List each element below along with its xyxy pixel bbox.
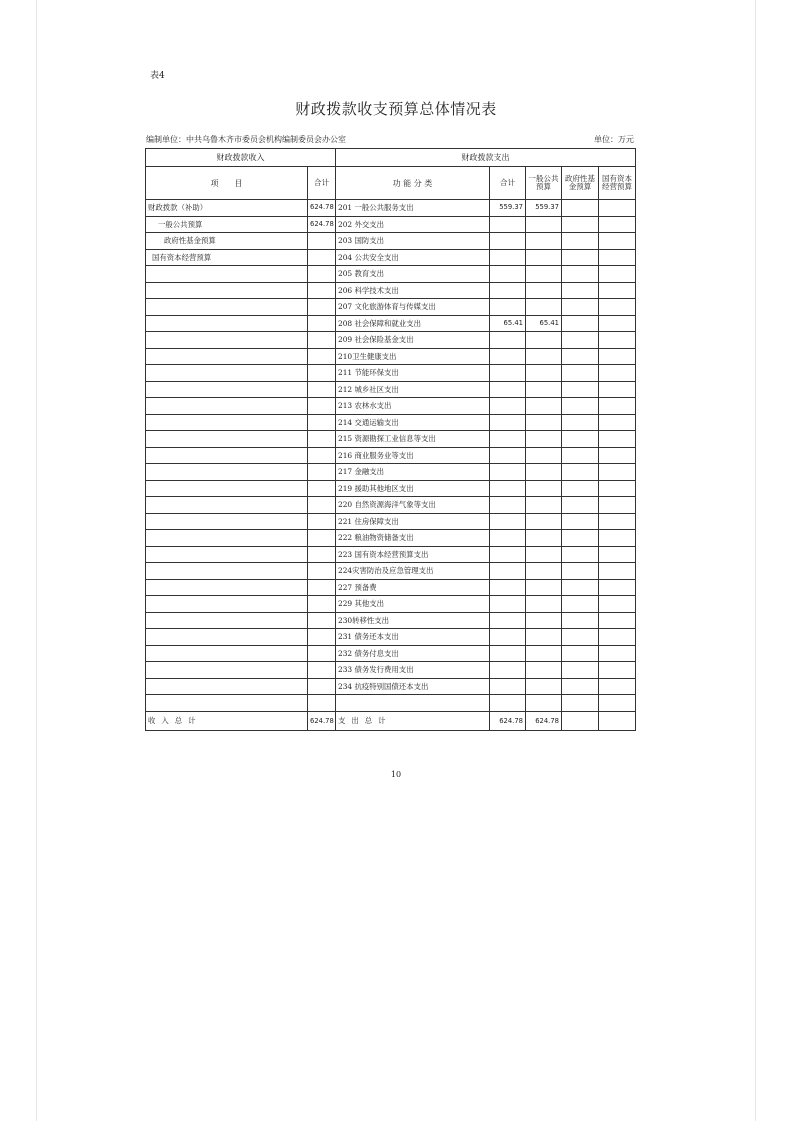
expense-category: 209 社会保险基金支出 [336,332,490,349]
table-row [146,530,636,547]
expense-state-capital [599,678,636,695]
expense-total [490,233,526,250]
table-row [146,563,636,580]
expense-state-capital [599,266,636,283]
expense-category: 203 国防支出 [336,233,490,250]
expense-gov-fund [562,266,599,283]
expense-category: 221 住房保障支出 [336,513,490,530]
income-total: 624.78 [308,216,336,233]
expense-general-budget [526,365,562,382]
expense-state-capital [599,398,636,415]
expense-total [490,678,526,695]
item-column-header: 项 目 [146,167,308,200]
expense-category: 234 抗疫特别国债还本支出 [336,678,490,695]
expense-total [490,332,526,349]
expense-state-capital [599,249,636,266]
expense-gov-fund [562,431,599,448]
income-item [146,480,308,497]
expense-gov-fund [562,200,599,217]
expense-general-budget [526,282,562,299]
expense-state-capital [599,381,636,398]
expense-grand-total: 624.78 [490,711,526,730]
expense-general-budget [526,381,562,398]
expense-gov-fund [562,464,599,481]
table-row [146,645,636,662]
table-row [146,579,636,596]
expense-gov-fund [562,497,599,514]
expense-total [490,563,526,580]
table-row [146,216,636,233]
compiler-unit: 编制单位：中共乌鲁木齐市委员会机构编制委员会办公室 [146,135,346,144]
income-item [146,546,308,563]
expense-general-budget [526,662,562,679]
header-row-columns [146,167,636,200]
income-item: 一般公共预算 [146,216,308,233]
income-total [308,530,336,547]
income-total [308,678,336,695]
expense-gov-fund [562,299,599,316]
expense-state-capital [599,233,636,250]
page-number: 10 [390,770,402,779]
expense-gov-fund [562,530,599,547]
income-item: 政府性基金预算 [146,233,308,250]
expense-state-capital [599,695,636,712]
expense-category: 233 债务发行费用支出 [336,662,490,679]
income-item [146,282,308,299]
expense-gov-fund [562,546,599,563]
expense-gov-fund-total [562,711,599,730]
expense-category: 223 国有资本经营预算支出 [336,546,490,563]
header-row-top [146,149,636,167]
expense-total [490,431,526,448]
expense-total [490,645,526,662]
expense-category: 206 科学技术支出 [336,282,490,299]
expense-state-capital [599,431,636,448]
table-row [146,431,636,448]
expense-total [490,266,526,283]
income-item [146,299,308,316]
income-total [308,612,336,629]
expense-general-budget [526,431,562,448]
page-title: 财政拨款收支预算总体情况表 [295,100,497,118]
expense-total [490,216,526,233]
expense-category: 210卫生健康支出 [336,348,490,365]
table-row [146,546,636,563]
expense-category: 224灾害防治及应急管理支出 [336,563,490,580]
expense-general-budget [526,480,562,497]
expense-general-budget [526,348,562,365]
expense-category: 217 金融支出 [336,464,490,481]
total-row [146,711,636,730]
income-total-column-header: 合计 [308,167,336,200]
expense-state-capital [599,315,636,332]
expense-state-capital [599,282,636,299]
expense-category: 216 商业服务业等支出 [336,447,490,464]
expense-category [336,695,490,712]
income-item [146,579,308,596]
expense-total [490,480,526,497]
income-total [308,546,336,563]
expense-gov-fund [562,447,599,464]
expense-gov-fund [562,563,599,580]
table-row [146,266,636,283]
expense-general-budget [526,332,562,349]
income-total [308,563,336,580]
expense-total [490,530,526,547]
expense-general-budget [526,497,562,514]
expense-general-budget [526,612,562,629]
expense-gov-fund [562,315,599,332]
table-row [146,332,636,349]
expense-total [490,579,526,596]
income-total [308,480,336,497]
expense-general-budget [526,629,562,646]
expense-general-grand-total: 624.78 [526,711,562,730]
expense-category: 213 农林水支出 [336,398,490,415]
expense-category: 227 预备费 [336,579,490,596]
income-item [146,447,308,464]
table-row [146,464,636,481]
income-item [146,348,308,365]
expense-category: 212 城乡社区支出 [336,381,490,398]
budget-table [145,148,636,731]
table-row [146,200,636,217]
expense-category: 220 自然资源海洋气象等支出 [336,497,490,514]
expense-total [490,513,526,530]
table-row [146,315,636,332]
expense-gov-fund [562,332,599,349]
expense-gov-fund [562,381,599,398]
income-total [308,513,336,530]
expense-general-budget [526,398,562,415]
expense-state-capital [599,662,636,679]
income-total [308,497,336,514]
table-row [146,612,636,629]
income-header: 财政拨款收入 [146,149,336,167]
income-total: 624.78 [308,200,336,217]
category-column-header: 功 能 分 类 [336,167,490,200]
income-item [146,332,308,349]
expense-state-capital-total [599,711,636,730]
income-item [146,629,308,646]
expense-state-capital [599,513,636,530]
table-row [146,398,636,415]
gov-fund-column-header: 政府性基金预算 [562,167,599,200]
expense-gov-fund [562,348,599,365]
income-total [308,629,336,646]
expense-state-capital [599,464,636,481]
table-row [146,513,636,530]
table-row [146,447,636,464]
expense-state-capital [599,579,636,596]
income-total [308,596,336,613]
expense-gov-fund [562,414,599,431]
income-item [146,513,308,530]
expense-total [490,596,526,613]
income-total [308,249,336,266]
table-row [146,695,636,712]
state-capital-column-header: 国有资本经营预算 [599,167,636,200]
expense-category: 230转移性支出 [336,612,490,629]
table-row [146,282,636,299]
expense-gov-fund [562,629,599,646]
income-item [146,678,308,695]
expense-state-capital [599,612,636,629]
table-row [146,629,636,646]
expense-category: 208 社会保障和就业支出 [336,315,490,332]
income-total [308,645,336,662]
expense-general-budget [526,233,562,250]
expense-state-capital [599,497,636,514]
income-total-label: 收入总计 [146,711,308,730]
table-row [146,596,636,613]
expense-total [490,381,526,398]
expense-total [490,249,526,266]
income-item [146,381,308,398]
table-number: 表4 [150,71,165,81]
expense-total [490,365,526,382]
expense-total [490,629,526,646]
expense-total [490,695,526,712]
income-item [146,497,308,514]
income-total [308,414,336,431]
expense-category: 215 资源勘探工业信息等支出 [336,431,490,448]
table-row [146,497,636,514]
income-total [308,348,336,365]
expense-gov-fund [562,662,599,679]
expense-gov-fund [562,695,599,712]
expense-general-budget [526,464,562,481]
income-total [308,464,336,481]
income-item [146,398,308,415]
expense-total [490,398,526,415]
expense-gov-fund [562,678,599,695]
expense-general-budget: 559.37 [526,200,562,217]
income-total [308,398,336,415]
expense-state-capital [599,530,636,547]
expense-general-budget [526,695,562,712]
expense-category: 201 一般公共服务支出 [336,200,490,217]
table-row [146,299,636,316]
expense-total-column-header: 合计 [490,167,526,200]
expense-state-capital [599,645,636,662]
expense-general-budget [526,249,562,266]
income-item [146,645,308,662]
expense-state-capital [599,348,636,365]
table-row [146,662,636,679]
income-total [308,431,336,448]
income-total [308,332,336,349]
income-total [308,695,336,712]
expense-state-capital [599,299,636,316]
expense-state-capital [599,563,636,580]
expense-category: 232 债务付息支出 [336,645,490,662]
expense-state-capital [599,596,636,613]
expense-category: 202 外交支出 [336,216,490,233]
table-row [146,480,636,497]
income-total [308,447,336,464]
expense-general-budget: 65.41 [526,315,562,332]
expense-general-budget [526,414,562,431]
page-edge-right [755,0,756,1121]
expense-total [490,414,526,431]
expense-general-budget [526,645,562,662]
expense-total [490,662,526,679]
expense-gov-fund [562,596,599,613]
income-total [308,315,336,332]
income-total [308,662,336,679]
expense-total [490,546,526,563]
income-total [308,579,336,596]
income-item [146,662,308,679]
expense-category: 211 节能环保支出 [336,365,490,382]
expense-gov-fund [562,645,599,662]
expense-gov-fund [562,365,599,382]
income-total [308,233,336,250]
income-total [308,299,336,316]
income-item [146,431,308,448]
expense-state-capital [599,332,636,349]
expense-state-capital [599,365,636,382]
income-total [308,381,336,398]
expense-category: 214 交通运输支出 [336,414,490,431]
expense-general-budget [526,563,562,580]
income-item [146,695,308,712]
general-budget-column-header: 一般公共预算 [526,167,562,200]
table-row [146,678,636,695]
income-item [146,596,308,613]
expense-category: 229 其他支出 [336,596,490,613]
expense-gov-fund [562,579,599,596]
expense-gov-fund [562,233,599,250]
expense-total [490,282,526,299]
expense-total: 559.37 [490,200,526,217]
expense-general-budget [526,546,562,563]
expense-state-capital [599,216,636,233]
expense-state-capital [599,414,636,431]
expense-total [490,348,526,365]
income-total [308,282,336,299]
expense-category: 204 公共安全支出 [336,249,490,266]
expense-gov-fund [562,612,599,629]
income-item [146,365,308,382]
expense-gov-fund [562,513,599,530]
income-item [146,315,308,332]
income-total [308,365,336,382]
expense-total: 65.41 [490,315,526,332]
expense-general-budget [526,299,562,316]
expense-total [490,612,526,629]
income-item: 国有资本经营预算 [146,249,308,266]
expense-general-budget [526,266,562,283]
income-total [308,266,336,283]
expense-state-capital [599,546,636,563]
expense-general-budget [526,216,562,233]
expense-category: 231 债务还本支出 [336,629,490,646]
expense-total [490,447,526,464]
expense-gov-fund [562,282,599,299]
table-row [146,414,636,431]
currency-unit: 单位：万元 [594,135,634,144]
income-grand-total: 624.78 [308,711,336,730]
table-row [146,249,636,266]
table-row [146,233,636,250]
expense-state-capital [599,629,636,646]
income-item [146,414,308,431]
expense-gov-fund [562,398,599,415]
expense-gov-fund [562,249,599,266]
income-item [146,464,308,481]
expense-state-capital [599,200,636,217]
expense-general-budget [526,513,562,530]
income-item [146,530,308,547]
page-edge-left [36,0,37,1121]
expense-general-budget [526,678,562,695]
expense-gov-fund [562,480,599,497]
expense-general-budget [526,579,562,596]
expense-general-budget [526,596,562,613]
expense-header: 财政拨款支出 [336,149,636,167]
expense-category: 222 粮油物资储备支出 [336,530,490,547]
table-row [146,381,636,398]
expense-state-capital [599,447,636,464]
expense-total-label: 支出总计 [336,711,490,730]
expense-category: 219 援助其他地区支出 [336,480,490,497]
expense-state-capital [599,480,636,497]
income-item [146,563,308,580]
expense-gov-fund [562,216,599,233]
expense-total [490,464,526,481]
expense-total [490,299,526,316]
expense-general-budget [526,530,562,547]
expense-general-budget [526,447,562,464]
income-item [146,612,308,629]
expense-category: 207 文化旅游体育与传媒支出 [336,299,490,316]
expense-category: 205 教育支出 [336,266,490,283]
income-item: 财政拨款（补助） [146,200,308,217]
income-item [146,266,308,283]
table-row [146,365,636,382]
table-row [146,348,636,365]
expense-total [490,497,526,514]
